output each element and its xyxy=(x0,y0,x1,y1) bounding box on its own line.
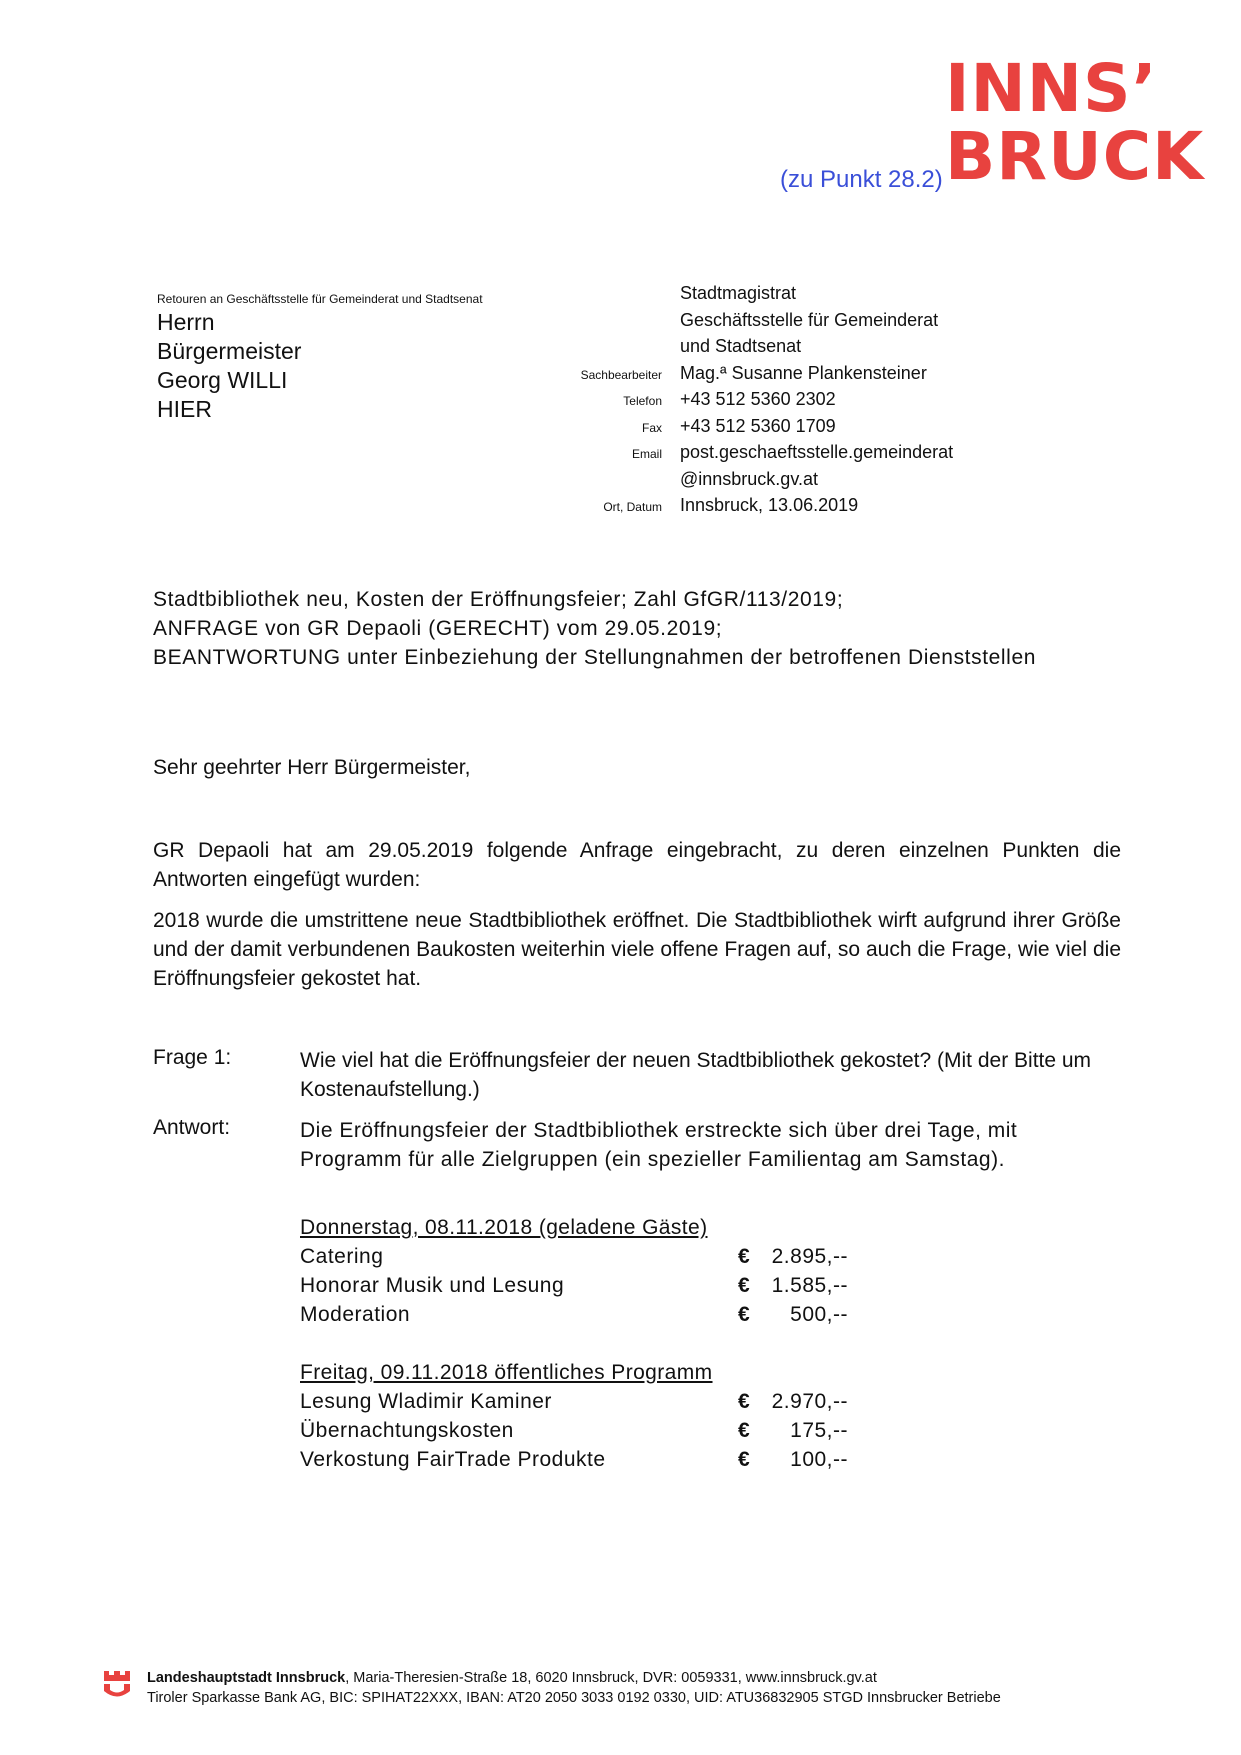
cost-amount: 2.895,-- xyxy=(771,1245,848,1268)
recipient-line: Georg WILLI xyxy=(157,367,288,393)
city-crest-icon xyxy=(103,1669,131,1699)
cost-heading: Donnerstag, 08.11.2018 (geladene Gäste) xyxy=(300,1216,708,1239)
footer-org: Landeshauptstadt Innsbruck xyxy=(147,1670,346,1686)
field-label: Sachbearbeiter xyxy=(580,367,662,382)
question-text: Wie viel hat die Eröffnungsfeier der neuen Stadtbibliothek gekostet? (Mit der Bitte um Kostenaufstellung.) xyxy=(300,1049,1092,1101)
field-label: Email xyxy=(631,447,662,461)
agenda-reference: (zu Punkt 28.2) xyxy=(780,166,943,193)
cost-amount: 175,-- xyxy=(790,1419,848,1442)
cost-item: Honorar Musik und Lesung xyxy=(300,1274,565,1297)
field-label: Ort, Datum xyxy=(603,500,662,514)
currency: € xyxy=(738,1390,751,1413)
recipient-address xyxy=(157,308,301,424)
currency: € xyxy=(738,1448,751,1471)
dept-line: Geschäftsstelle für Gemeinderat xyxy=(680,309,939,330)
cost-row xyxy=(300,1274,848,1303)
field-value: +43 512 5360 1709 xyxy=(680,415,836,436)
cost-row xyxy=(300,1303,848,1332)
sender-info xyxy=(500,283,1060,522)
currency: € xyxy=(738,1274,751,1297)
cost-row xyxy=(300,1245,848,1274)
email-value: post.geschaeftsstelle.gemeinderat xyxy=(680,442,954,462)
cost-amount: 1.585,-- xyxy=(771,1274,848,1297)
subject-line: BEANTWORTUNG unter Einbeziehung der Stellungnahmen der betroffenen Dienststellen xyxy=(153,646,1037,669)
field-label: Fax xyxy=(641,420,662,435)
cost-amount: 100,-- xyxy=(790,1448,848,1471)
cost-item: Verkostung FairTrade Produkte xyxy=(300,1448,606,1471)
logo-line-2: BRUCK xyxy=(945,118,1205,195)
dept-line: und Stadtsenat xyxy=(680,336,802,356)
currency: € xyxy=(738,1303,751,1326)
cost-heading: Freitag, 09.11.2018 öffentliches Programm xyxy=(300,1361,713,1384)
subject-line: Stadtbibliothek neu, Kosten der Eröffnungsfeier; Zahl GfGR/113/2019; xyxy=(153,588,844,611)
subject-block xyxy=(153,585,1036,672)
currency: € xyxy=(738,1245,751,1268)
cost-item: Lesung Wladimir Kaminer xyxy=(300,1390,552,1413)
currency: € xyxy=(738,1419,751,1442)
footer-line-1 xyxy=(147,1670,877,1686)
innsbruck-logo xyxy=(945,50,1205,195)
field-value: Innsbruck, 13.06.2019 xyxy=(680,495,859,515)
cost-row xyxy=(300,1419,848,1448)
recipient-line: HIER xyxy=(157,396,212,422)
footer-address: , Maria-Theresien-Straße 18, 6020 Innsbruck, DVR: 0059331, www.innsbruck.gv.at xyxy=(345,1670,877,1686)
subject-line: ANFRAGE von GR Depaoli (GERECHT) vom 29.05.2019; xyxy=(153,617,723,640)
question-label: Frage 1: xyxy=(153,1046,232,1069)
cost-item: Catering xyxy=(300,1245,384,1268)
answer-text: Die Eröffnungsfeier der Stadtbibliothek erstreckte sich über drei Tage, mit Programm für alle Zielgruppen (ein spezieller Familientag am Samstag). xyxy=(300,1119,1018,1171)
greeting: Sehr geehrter Herr Bürgermeister, xyxy=(153,756,471,779)
context-paragraph: 2018 wurde die umstrittene neue Stadtbibliothek eröffnet. Die Stadtbibliothek wirft aufgrund ihrer Größe und der damit verbundenen Baukosten weiterhin viele offene Fragen auf, so auch die Frage, wie viel die Eröffnungsfeier gekostet hat. xyxy=(153,909,1121,990)
dept-line: Stadtmagistrat xyxy=(680,283,797,303)
cost-row xyxy=(300,1448,848,1477)
recipient-line: Bürgermeister xyxy=(157,338,302,364)
email-value: @innsbruck.gv.at xyxy=(680,468,818,489)
recipient-line: Herrn xyxy=(157,309,215,335)
cost-amount: 500,-- xyxy=(790,1303,848,1326)
field-value: Mag.ª Susanne Plankensteiner xyxy=(680,362,927,383)
cost-item: Moderation xyxy=(300,1303,411,1326)
field-label: Telefon xyxy=(623,394,662,408)
cost-amount: 2.970,-- xyxy=(771,1390,848,1413)
cost-item: Übernachtungskosten xyxy=(300,1419,514,1442)
footer-line-2: Tiroler Sparkasse Bank AG, BIC: SPIHAT22XXX, IBAN: AT20 2050 3033 0192 0330, UID: ATU36832905 STGD Innsbrucker Betriebe xyxy=(147,1690,1001,1706)
cost-row xyxy=(300,1390,848,1419)
return-note: Retouren an Geschäftsstelle für Gemeinderat und Stadtsenat xyxy=(157,292,483,306)
field-value: +43 512 5360 2302 xyxy=(680,389,836,409)
intro-paragraph: GR Depaoli hat am 29.05.2019 folgende Anfrage eingebracht, zu deren einzelnen Punkten die Antworten eingefügt wurden: xyxy=(153,839,1121,891)
answer-label: Antwort: xyxy=(153,1116,231,1139)
logo-line-1: INNS’ xyxy=(945,50,1158,127)
